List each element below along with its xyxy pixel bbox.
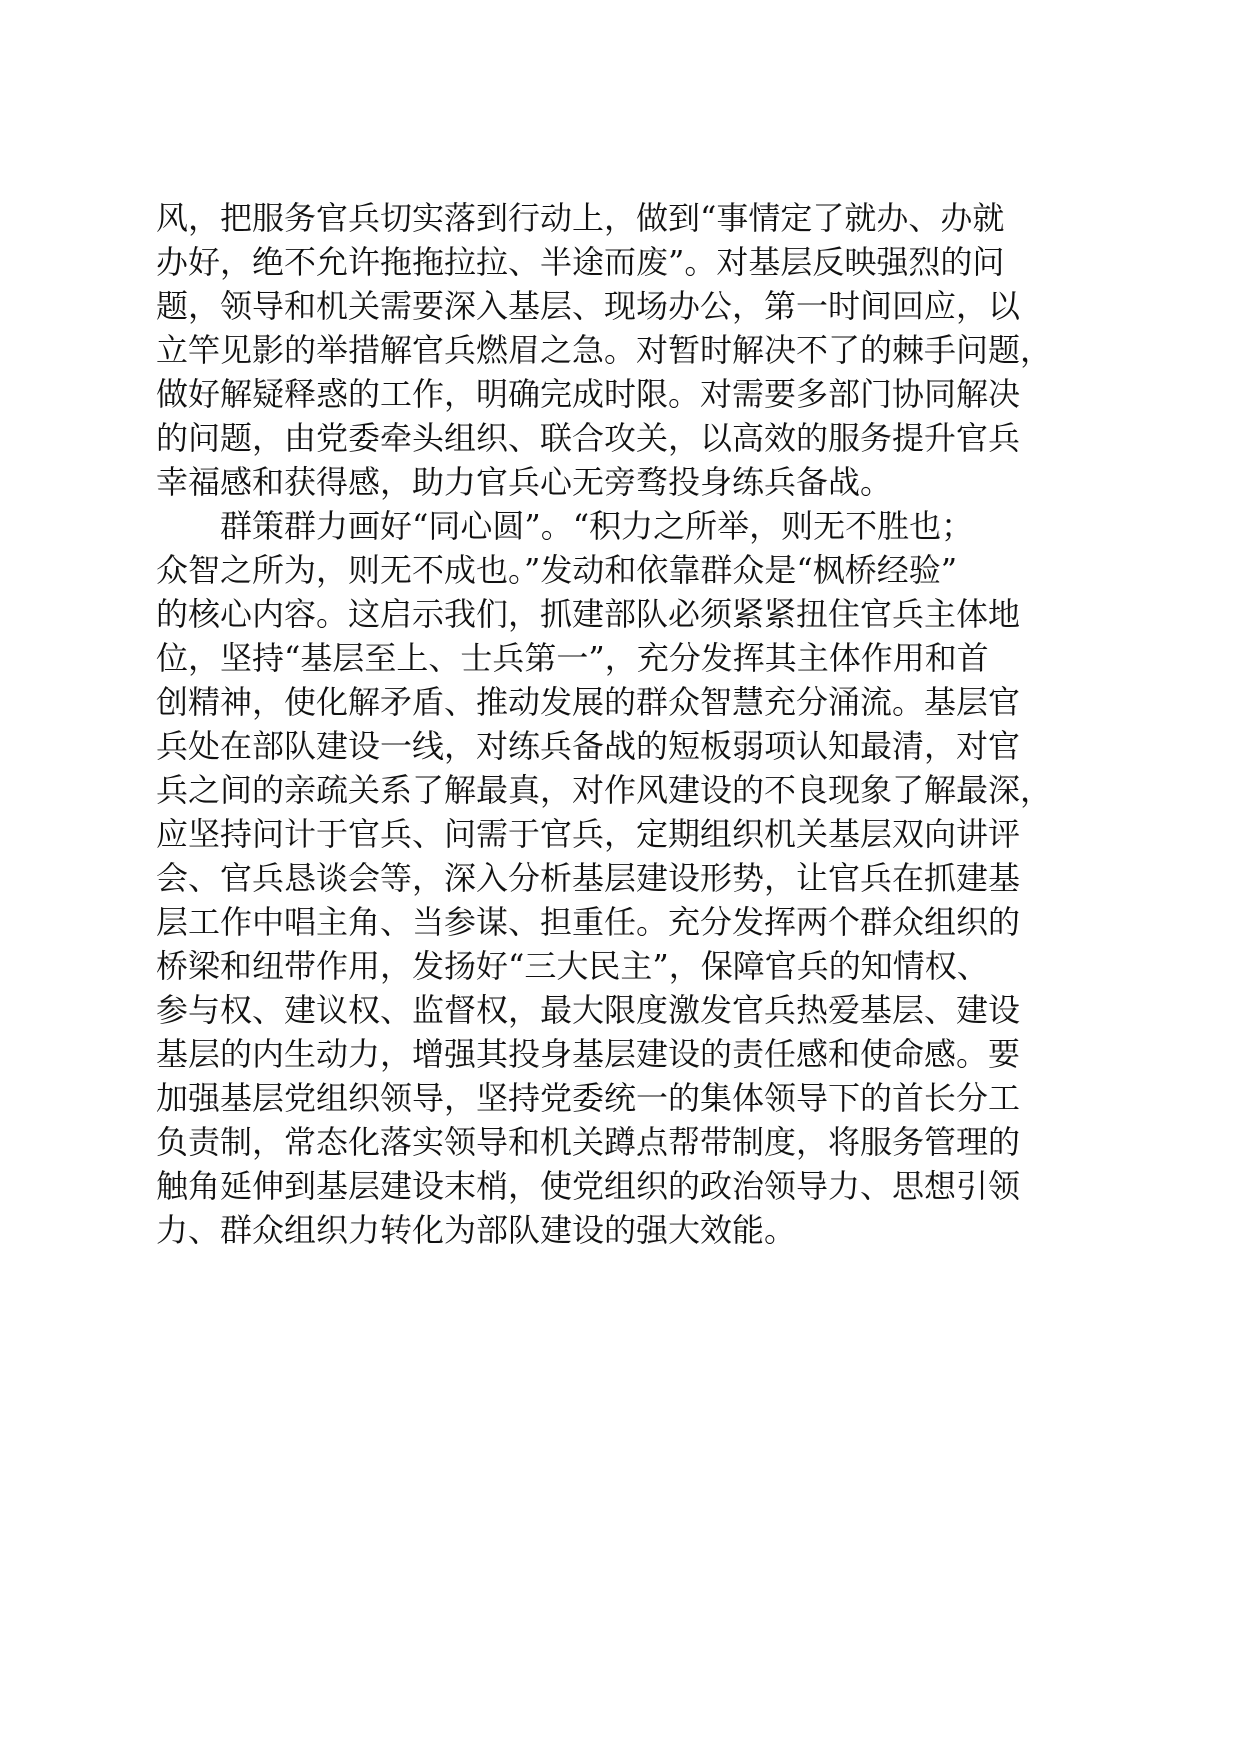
text-line: 应坚持问计于官兵、问需于官兵，定期组织机关基层双向讲评	[156, 815, 1021, 853]
text-line: 基层的内生动力，增强其投身基层建设的责任感和使命感。要	[156, 1035, 1021, 1073]
text-line: 创精神，使化解矛盾、推动发展的群众智慧充分涌流。基层官	[156, 683, 1021, 721]
text-line: 桥梁和纽带作用，发扬好“三大民主”，保障官兵的知情权、	[156, 947, 989, 985]
text-line: 办好，绝不允许拖拖拉拉、半途而废”。对基层反映强烈的问	[156, 243, 1005, 281]
text-line: 风，把服务官兵切实落到行动上，做到“事情定了就办、办就	[156, 199, 1005, 237]
text-line: 负责制，常态化落实领导和机关蹲点帮带制度，将服务管理的	[156, 1123, 1021, 1161]
text-line: 题，领导和机关需要深入基层、现场办公，第一时间回应，以	[156, 287, 1021, 325]
paragraph	[156, 196, 1086, 504]
text-line: 群策群力画好“同心圆”。“积力之所举，则无不胜也；	[220, 507, 974, 545]
text-line: 兵处在部队建设一线，对练兵备战的短板弱项认知最清，对官	[156, 727, 1021, 765]
text-line: 加强基层党组织领导，坚持党委统一的集体领导下的首长分工	[156, 1079, 1021, 1117]
text-line: 力、群众组织力转化为部队建设的强大效能。	[156, 1211, 797, 1249]
text-line: 的问题，由党委牵头组织、联合攻关，以高效的服务提升官兵	[156, 419, 1021, 457]
text-line: 层工作中唱主角、当参谋、担重任。充分发挥两个群众组织的	[156, 903, 1021, 941]
paragraph	[156, 504, 1086, 1252]
text-line: 的核心内容。这启示我们，抓建部队必须紧紧扭住官兵主体地	[156, 595, 1021, 633]
text-line: 触角延伸到基层建设末梢，使党组织的政治领导力、思想引领	[156, 1167, 1021, 1205]
text-line: 会、官兵恳谈会等，深入分析基层建设形势，让官兵在抓建基	[156, 859, 1021, 897]
text-line: 兵之间的亲疏关系了解最真，对作风建设的不良现象了解最深，	[156, 771, 1053, 809]
text-line: 参与权、建议权、监督权，最大限度激发官兵热爱基层、建设	[156, 991, 1021, 1029]
body-text	[156, 196, 1086, 1252]
text-line: 位，坚持“基层至上、士兵第一”，充分发挥其主体作用和首	[156, 639, 989, 677]
text-line: 做好解疑释惑的工作，明确完成时限。对需要多部门协同解决	[156, 375, 1021, 413]
text-line: 众智之所为，则无不成也。”发动和依靠群众是“枫桥经验”	[156, 551, 958, 589]
text-line: 立竿见影的举措解官兵燃眉之急。对暂时解决不了的棘手问题，	[156, 331, 1053, 369]
text-line: 幸福感和获得感，助力官兵心无旁骛投身练兵备战。	[156, 463, 893, 501]
